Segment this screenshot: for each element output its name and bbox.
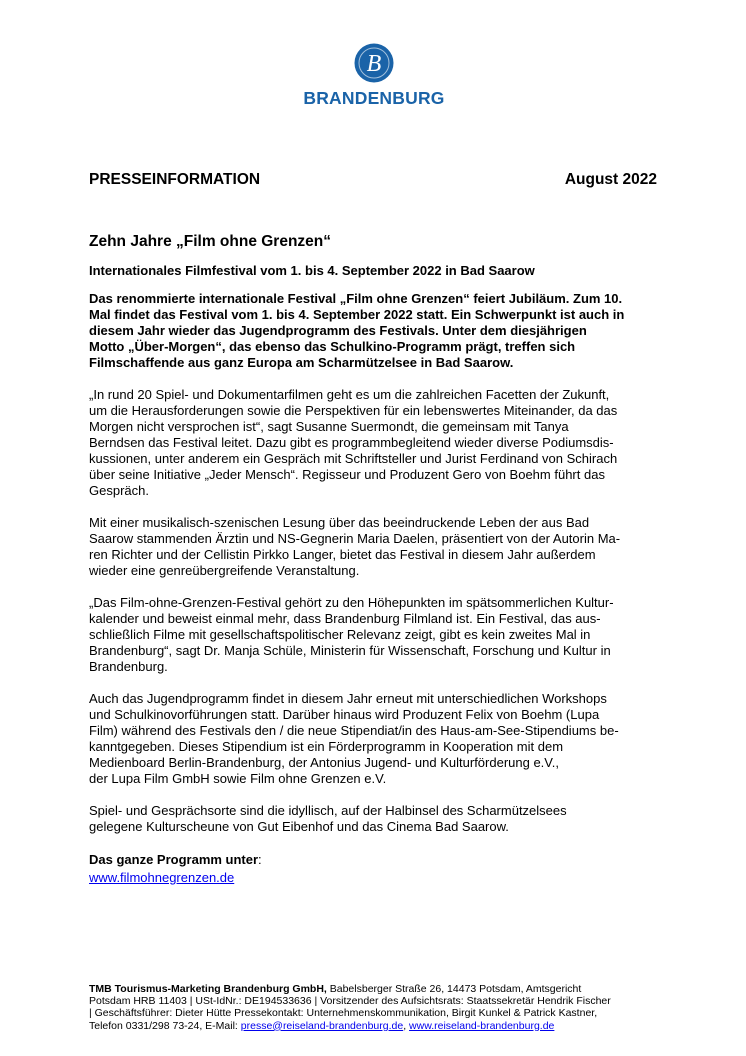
paragraph-jugendprogramm (89, 691, 664, 787)
footer-separator: , (403, 1019, 410, 1032)
brandenburg-emblem-icon (354, 43, 394, 83)
footer-imprint (89, 983, 664, 1032)
text-line: über seine Initiative „Jeder Mensch“. Regisseur und Produzent Gero von Boehm führt das (89, 467, 605, 482)
text-line: wieder eine genreübergreifende Veranstaltung. (89, 563, 360, 578)
article-subtitle: Internationales Filmfestival vom 1. bis 4. September 2022 in Bad Saarow (89, 263, 535, 278)
text-line: kalender und beweist einmal mehr, dass Brandenburg Filmland ist. Ein Festival, das aus- (89, 611, 601, 626)
footer-line: Potsdam HRB 11403 | USt-IdNr.: DE194533636 | Vorsitzender des Aufsichtsrats: Staatssekretär Hendrik Fischer (89, 995, 611, 1008)
text-line: Motto „Über-Morgen“, das ebenso das Schulkino-Programm prägt, treffen sich (89, 339, 576, 354)
text-line: schließlich Filme mit gesellschaftspolitischer Relevanz zeigt, gibt es kein zweites Mal in (89, 627, 591, 642)
text-line: Medienboard Berlin-Brandenburg, der Antonius Jugend- und Kulturförderung e.V., (89, 755, 559, 770)
text-line: Spiel- und Gesprächsorte sind die idyllisch, auf der Halbinsel des Scharmützelsees (89, 803, 567, 818)
text-line: um die Herausforderungen sowie die Perspektiven für ein lebenswertes Miteinander, da das (89, 403, 618, 418)
footer-line (89, 983, 664, 995)
paragraph-lesung (89, 515, 664, 579)
text-line: Filmschaffende aus ganz Europa am Scharmützelsee in Bad Saarow. (89, 355, 514, 370)
press-header (89, 171, 657, 189)
text-line: Brandenburg“, sagt Dr. Manja Schüle, Ministerin für Wissenschaft, Forschung und Kultur in (89, 643, 611, 658)
footer-line: | Geschäftsführer: Dieter Hütte Pressekontakt: Unternehmenskommunikation, Birgit Kunkel & Patrick Kastner, (89, 1007, 598, 1020)
program-link[interactable]: www.filmohnegrenzen.de (89, 870, 235, 885)
program-label: Das ganze Programm unter (89, 852, 259, 867)
text-line: Gespräch. (89, 483, 149, 498)
article (89, 233, 664, 887)
text-line: und Schulkinovorführungen statt. Darüber hinaus wird Produzent Felix von Boehm (Lupa (89, 707, 600, 722)
text-line: ren Richter und der Cellistin Pirkko Langer, bietet das Festival in diesem Jahr außerdem (89, 547, 596, 562)
footer-address: Babelsberger Straße 26, 14473 Potsdam, Amtsgericht (326, 983, 582, 995)
program-section (89, 851, 664, 887)
text-line: Mal findet das Festival vom 1. bis 4. September 2022 statt. Ein Schwerpunkt ist auch in (89, 307, 625, 322)
text-line: „Das Film-ohne-Grenzen-Festival gehört zu den Höhepunkten im spätsommerlichen Kultur- (89, 595, 614, 610)
program-colon: : (258, 852, 262, 867)
document-type: PRESSEINFORMATION (89, 171, 261, 188)
text-line: Film) während des Festivals den / die neue Stipendiat/in des Haus-am-See-Stipendiums be- (89, 723, 619, 738)
footer-line (89, 1020, 664, 1032)
text-line: Berndsen das Festival leitet. Dazu gibt es programmbegleitend wieder diverse Podiumsdis- (89, 435, 614, 450)
text-line: Mit einer musikalisch-szenischen Lesung über das beeindruckende Leben der aus Bad (89, 515, 590, 530)
text-line: Morgen nicht versprochen ist“, sagt Susanne Suermondt, die gemeinsam mit Tanya (89, 419, 569, 434)
text-line: kussionen, unter anderem ein Gespräch mit Schriftsteller und Jurist Ferdinand von Schirach (89, 451, 618, 466)
text-line: „In rund 20 Spiel- und Dokumentarfilmen geht es um die zahlreichen Facetten der Zukunft, (89, 387, 610, 402)
paragraph-quote-suermondt (89, 387, 664, 499)
footer-phone: Telefon 0331/298 73-24, E-Mail: (89, 1019, 241, 1032)
footer-email-link[interactable]: presse@reiseland-brandenburg.de (240, 1019, 404, 1032)
text-line: der Lupa Film GmbH sowie Film ohne Grenzen e.V. (89, 771, 387, 786)
logo-letter: B (366, 51, 382, 77)
footer-website-link[interactable]: www.reiseland-brandenburg.de (409, 1019, 555, 1032)
text-line: Das renommierte internationale Festival „Film ohne Grenzen“ feiert Jubiläum. Zum 10. (89, 291, 623, 306)
text-line: kanntgegeben. Dieses Stipendium ist ein Förderprogramm in Kooperation mit dem (89, 739, 564, 754)
lead-paragraph (89, 291, 664, 371)
paragraph-quote-schuele (89, 595, 664, 675)
article-title: Zehn Jahre „Film ohne Grenzen“ (89, 233, 332, 250)
logo-wordmark: BRANDENBURG (303, 88, 445, 108)
text-line: gelegene Kulturscheune von Gut Eibenhof und das Cinema Bad Saarow. (89, 819, 509, 834)
text-line: diesem Jahr wieder das Jugendprogramm des Festivals. Unter dem diesjährigen (89, 323, 587, 338)
text-line: Brandenburg. (89, 659, 168, 674)
paragraph-orte (89, 803, 664, 835)
document-date: August 2022 (564, 171, 657, 188)
text-line: Saarow stammenden Ärztin und NS-Gegnerin Maria Daelen, präsentiert von der Autorin Ma- (89, 531, 621, 546)
text-line: Auch das Jugendprogramm findet in diesem Jahr erneut mit unterschiedlichen Workshops (89, 691, 607, 706)
footer-company: TMB Tourismus-Marketing Brandenburg GmbH, (89, 983, 327, 995)
brandenburg-logo (294, 43, 454, 109)
